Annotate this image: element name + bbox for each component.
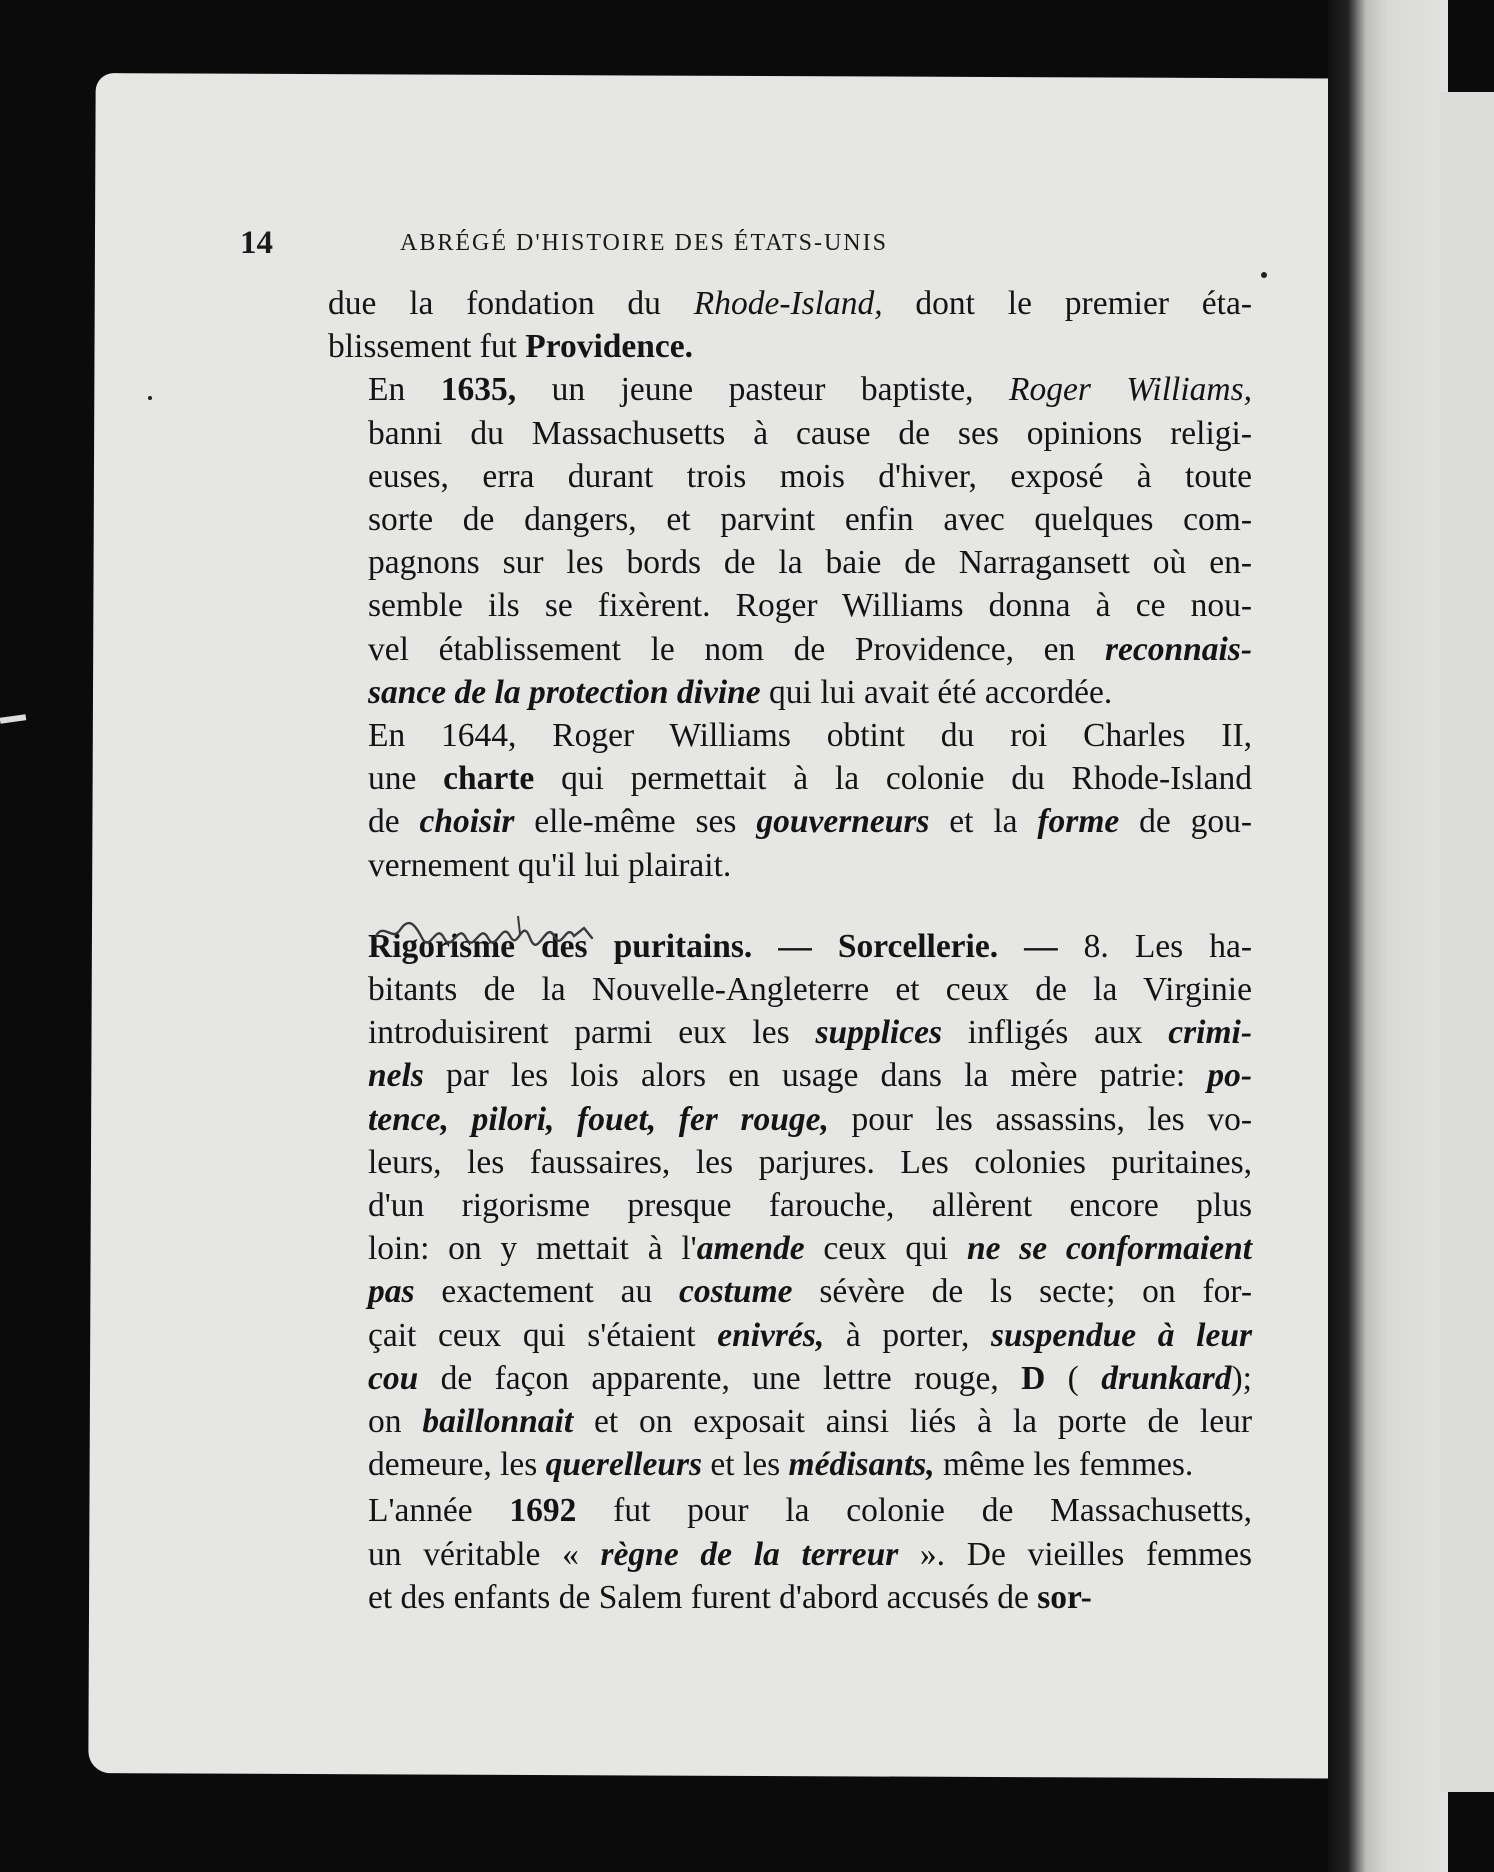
- text-run: une: [368, 760, 444, 798]
- text-run: bitants de la Nouvelle-Angleterre et ceux de la Virginie: [368, 971, 1252, 1009]
- text-run: pagnons sur les bords de la baie de Narragansett où en-: [368, 544, 1252, 582]
- text-line: [328, 757, 1252, 800]
- text-line: [328, 1576, 1252, 1619]
- text-line: [328, 1489, 1252, 1532]
- bold-text: charte: [443, 760, 535, 798]
- text-run: par les lois alors en usage dans la mère patrie:: [423, 1057, 1208, 1095]
- bold-italic-text: po-: [1207, 1057, 1252, 1095]
- paragraph: [328, 925, 1252, 1487]
- bold-italic-text: querelleurs: [545, 1446, 703, 1484]
- text-run: de gou-: [1119, 803, 1253, 841]
- bold-italic-text: gouverneurs: [756, 803, 930, 841]
- text-line: [328, 541, 1252, 584]
- text-line: [328, 584, 1252, 627]
- text-run: En 1644, Roger Williams obtint du roi Charles II,: [368, 717, 1252, 755]
- text-run: ». De vieilles femmes: [898, 1535, 1252, 1573]
- text-line: [328, 628, 1252, 671]
- text-run: sorte de dangers, et parvint enfin avec quelques com-: [368, 501, 1252, 539]
- book-gutter: [1328, 0, 1448, 1872]
- text-run: );: [1231, 1359, 1252, 1397]
- text-line: [328, 1227, 1252, 1270]
- paragraph: [328, 714, 1252, 887]
- text-run: exactement au: [414, 1273, 680, 1311]
- bold-text: 1635,: [440, 371, 517, 409]
- bold-italic-text: forme: [1037, 803, 1120, 841]
- bold-italic-text: suspendue à leur: [990, 1316, 1253, 1354]
- bold-italic-text: pas: [368, 1273, 415, 1311]
- text-line: [328, 455, 1252, 498]
- text-run: 8. Les ha-: [1057, 927, 1252, 965]
- bold-italic-text: costume: [679, 1273, 793, 1311]
- text-line: [328, 714, 1252, 757]
- text-run: banni du Massachusetts à cause de ses opinions religi-: [368, 414, 1252, 452]
- bold-text: Rigorisme des puritains. — Sorcellerie. —: [368, 927, 1058, 965]
- text-line: [328, 800, 1252, 843]
- text-line: [328, 498, 1252, 541]
- text-line: [328, 1270, 1252, 1313]
- text-run: et des enfants de Salem furent d'abord accusés de: [368, 1578, 1038, 1616]
- italic-text: Roger Williams,: [1008, 371, 1252, 409]
- text-run: euses, erra durant trois mois d'hiver, exposé à toute: [368, 457, 1252, 495]
- text-line: [328, 671, 1252, 714]
- text-run: leurs, les faussaires, les parjures. Les colonies puritaines,: [368, 1143, 1252, 1181]
- bold-text: sor-: [1037, 1578, 1092, 1616]
- text-run: L'année: [368, 1492, 510, 1530]
- text-line: [328, 1443, 1252, 1486]
- text-run: de: [368, 803, 420, 841]
- text-run: d'un rigorisme presque farouche, allèrent encore plus: [368, 1187, 1252, 1225]
- bold-italic-text: nels: [368, 1057, 424, 1095]
- text-line: [328, 1011, 1252, 1054]
- text-run: vernement qu'il lui plairait.: [368, 846, 732, 884]
- text-line: [328, 1400, 1252, 1443]
- text-run: même les femmes.: [934, 1446, 1194, 1484]
- text-run: et on exposait ainsi liés à la porte de leur: [573, 1403, 1253, 1441]
- text-run: semble ils se fixèrent. Roger Williams donna à ce nou-: [368, 587, 1252, 625]
- text-line: [328, 1054, 1252, 1097]
- text-line: [328, 1314, 1252, 1357]
- text-run: vel établissement le nom de Providence, en: [368, 630, 1105, 668]
- bold-italic-text: enivrés,: [717, 1316, 825, 1354]
- paragraph: [328, 368, 1252, 714]
- text-line: [328, 968, 1252, 1011]
- text-run: (: [1045, 1359, 1102, 1397]
- bold-italic-text: crimi-: [1168, 1014, 1252, 1052]
- text-line: [328, 368, 1252, 411]
- text-line: [328, 325, 1252, 368]
- text-line: [328, 1141, 1252, 1184]
- page-header: [240, 225, 1240, 265]
- paragraph: [328, 282, 1252, 368]
- bold-italic-text: règne de la terreur: [600, 1535, 899, 1573]
- facing-page-edge: [1440, 92, 1494, 1792]
- text-run: dont le premier éta-: [882, 285, 1252, 322]
- text-run: fut pour la colonie de Massachusetts,: [576, 1492, 1252, 1530]
- bold-italic-text: choisir: [419, 803, 515, 841]
- text-run: En: [368, 371, 441, 409]
- text-run: demeure, les: [368, 1446, 546, 1484]
- text-line: [328, 1533, 1252, 1576]
- bold-italic-text: reconnais-: [1104, 630, 1252, 668]
- text-line: [328, 1184, 1252, 1227]
- text-line: [328, 282, 1252, 325]
- text-run: qui permettait à la colonie du Rhode-Island: [534, 760, 1252, 798]
- paragraph: [328, 1489, 1252, 1619]
- text-run: sévère de ls secte; on for-: [792, 1273, 1252, 1311]
- bold-italic-text: médisants,: [788, 1446, 935, 1484]
- text-run: et la: [929, 803, 1038, 841]
- margin-mark: [0, 714, 26, 724]
- bold-text: Providence.: [525, 328, 694, 366]
- text-run: çait ceux qui s'étaient: [368, 1316, 718, 1354]
- text-run: on: [368, 1403, 423, 1441]
- bold-italic-text: sance de la protection divine: [368, 673, 761, 711]
- text-run: et les: [702, 1446, 789, 1484]
- text-run: loin: on y mettait à l': [368, 1230, 697, 1268]
- ink-speck: [148, 396, 152, 400]
- bold-italic-text: amende: [696, 1230, 805, 1268]
- bold-italic-text: cou: [368, 1359, 419, 1397]
- text-line: [328, 844, 1252, 887]
- text-line: [328, 412, 1252, 455]
- text-run: de façon apparente, une lettre rouge,: [418, 1359, 1022, 1397]
- ink-speck: [1261, 272, 1267, 278]
- bold-text: D: [1021, 1359, 1046, 1397]
- bold-text: 1692: [509, 1492, 577, 1530]
- text-run: infligés aux: [942, 1014, 1169, 1052]
- page-number: 14: [240, 225, 273, 261]
- text-run: un jeune pasteur baptiste,: [516, 371, 1009, 409]
- italic-text: Rhode-Island,: [693, 285, 883, 322]
- handwritten-note: [370, 908, 610, 952]
- bold-italic-text: baillonnait: [422, 1403, 574, 1441]
- bold-italic-text: ne se conformaient: [966, 1230, 1253, 1268]
- running-head: ABRÉGÉ D'HISTOIRE DES ÉTATS-UNIS: [400, 230, 888, 256]
- text-run: introduisirent parmi eux les: [368, 1014, 816, 1052]
- text-run: pour les assassins, les vo-: [828, 1100, 1252, 1138]
- bold-italic-text: supplices: [815, 1014, 942, 1052]
- text-run: elle-même ses: [514, 803, 757, 841]
- text-line: [328, 1098, 1252, 1141]
- bold-italic-text: tence, pilori, fouet, fer rouge,: [368, 1100, 829, 1138]
- text-run: qui lui avait été accordée.: [760, 673, 1113, 711]
- text-run: un véritable «: [368, 1535, 601, 1573]
- text-run: due la fondation du: [328, 285, 694, 322]
- text-run: à porter,: [824, 1316, 991, 1354]
- text-run: ceux qui: [804, 1230, 967, 1268]
- text-line: [328, 1357, 1252, 1400]
- bold-italic-text: drunkard: [1101, 1359, 1232, 1397]
- text-run: blissement fut: [328, 328, 526, 366]
